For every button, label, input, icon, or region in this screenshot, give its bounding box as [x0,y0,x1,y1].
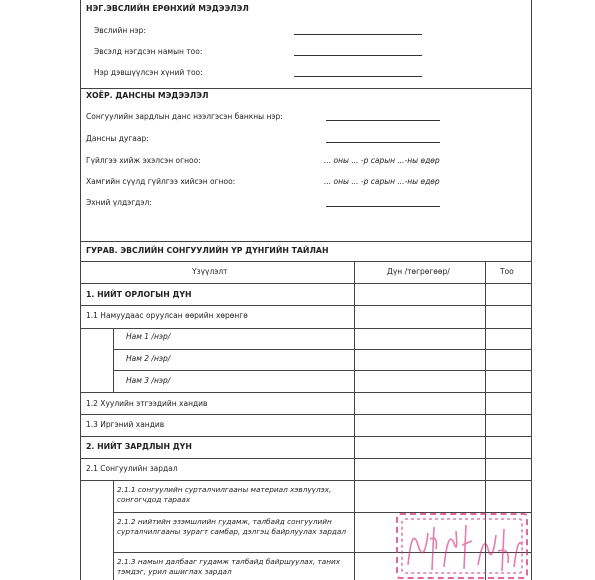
table-row-expense-2-1-1: 2.1.1 сонгуулийн сурталчилгааны материал хэвлүүлэх, сонгогчдод тараах [117,485,332,504]
section2-title: ХОЁР. ДАНСНЫ МЭДЭЭЛЭЛ [86,91,209,100]
table-row-total-income: 1. НИЙТ ОРЛОГЫН ДҮН [86,290,192,299]
blank-line [326,120,440,121]
table-row-border [80,414,532,415]
table-row-citizen-donation: 1.3 Иргэний хандив [86,420,165,429]
table-indent-divider [113,480,114,580]
table-header-amount: Дүн /төгрөгөөр/ [387,267,450,276]
table-row-border [80,480,532,481]
field-label-first-transaction-date: Гүйлгээ хийж эхэлсэн огноо: [86,156,201,165]
section-divider [80,88,532,89]
table-row-border [80,458,532,459]
table-row-border [113,349,532,350]
field-label-candidate-count: Нэр дэвшүүлсэн хүний тоо: [94,68,203,77]
table-row-border [113,370,532,371]
table-row-border [80,283,532,284]
table-indent-divider [113,328,114,392]
field-label-opening-balance: Эхний үлдэгдэл: [86,198,152,207]
table-row-border [80,305,532,306]
blank-line [294,76,422,77]
field-label-last-transaction-date: Хамгийн сүүлд гүйлгээ хийсэн огноо: [86,177,236,186]
table-column-divider [354,261,355,580]
blank-line [326,142,440,143]
table-top-border [80,261,532,262]
table-row-total-expense: 2. НИЙТ ЗАРДЛЫН ДҮН [86,442,192,451]
blank-line [326,206,440,207]
table-row-legal-entity-donation: 1.2 Хуулийн этгээдийн хандив [86,399,208,408]
date-placeholder: ... оны ... -р сарын ...-ны өдөр [324,177,440,186]
field-label-account-number: Дансны дугаар: [86,134,149,143]
table-row-border [80,436,532,437]
field-label-bank-name: Сонгуулийн зардлын данс нээлгэсэн банкны нэр: [86,112,283,121]
table-row-expense-2-1-3: 2.1.3 намын далбааг гудамж талбайд байршуулах, таних тэмдэг, урил ашиглах зардал [117,557,341,576]
table-row-party-assets: 1.1 Намуудаас оруулсан өөрийн хөрөнгө [86,311,248,320]
table-row-expense-2-1-2: 2.1.2 нийтийн эзэмшлийн гудамж, талбайд сонгуулийн сурталчилгааны зурагт самбар, дэлгэц байрлуулах зардал [117,517,347,536]
official-stamp [396,513,528,579]
field-label-party-count: Эвсэлд нэгдсэн намын тоо: [94,47,203,56]
table-row-party-2: Нам 2 /нэр/ [126,354,171,363]
section1-title: НЭГ.ЭВСЛИЙН ЕРӨНХИЙ МЭДЭЭЛЭЛ [86,4,249,13]
table-row-election-expense: 2.1 Сонгуулийн зардал [86,464,178,473]
table-row-border [80,392,532,393]
section3-title: ГУРАВ. ЭВСЛИЙН СОНГУУЛИЙН ҮР ДҮНГИЙН ТАЙЛАН [86,246,329,255]
table-row-party-1: Нам 1 /нэр/ [126,332,171,341]
document-page [80,0,532,580]
field-label-coalition-name: Эвслийн нэр: [94,26,146,35]
table-header-indicator: Үзүүлэлт [192,267,228,276]
table-header-count: Тоо [500,267,514,276]
date-placeholder: ... оны ... -р сарын ...-ны өдөр [324,156,440,165]
table-row-party-3: Нам 3 /нэр/ [126,376,171,385]
table-row-border [80,328,532,329]
section-divider [80,241,532,242]
blank-line [294,55,422,56]
blank-line [294,34,422,35]
